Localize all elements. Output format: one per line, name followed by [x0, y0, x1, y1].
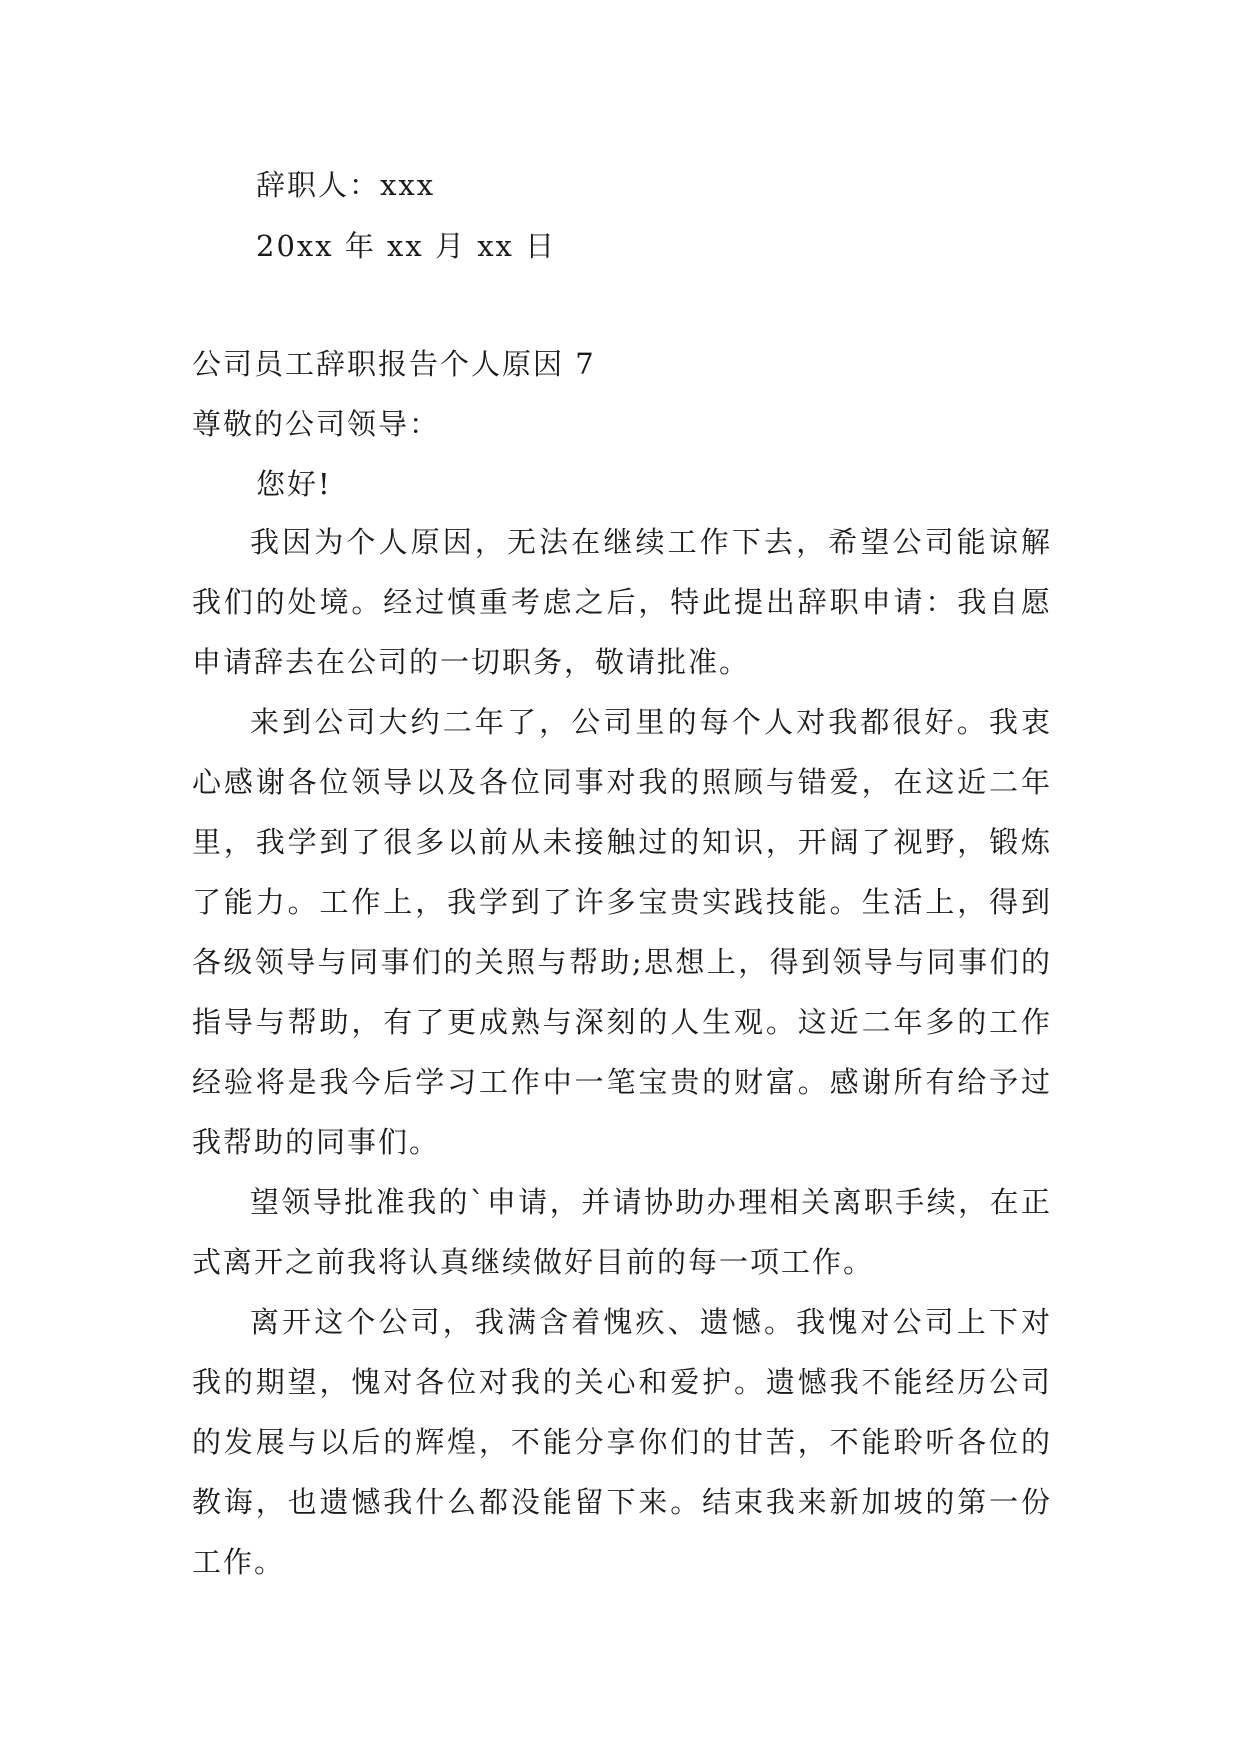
letter-body — [192, 512, 1052, 1592]
greeting: 您好! — [256, 467, 332, 501]
body-paragraph-gratitude: 来到公司大约二年了，公司里的每个人对我都很好。我衷心感谢各位领导以及各位同事对我的照顾与错爱，在这近二年里，我学到了很多以前从未接触过的知识，开阔了视野，锻炼了能力。工作上，我学到了许多宝贵实践技能。生活上，得到各级领导与同事们的关照与帮助;思想上，得到领导与同事们的指导与帮助，有了更成熟与深刻的人生观。这近二年多的工作经验将是我今后学习工作中一笔宝贵的财富。感谢所有给予过我帮助的同事们。 — [192, 705, 1052, 1159]
section-title: 公司员工辞职报告个人原因 7 — [192, 347, 596, 381]
body-paragraph-reason: 我因为个人原因，无法在继续工作下去，希望公司能谅解我们的处境。经过慎重考虑之后，特此提出辞职申请：我自愿申请辞去在公司的一切职务，敬请批准。 — [192, 525, 1052, 679]
salutation: 尊敬的公司领导： — [192, 407, 441, 441]
signature-date: 20xx 年 xx 月 xx 日 — [256, 229, 557, 263]
resigner-signature: 辞职人：xxx — [256, 168, 436, 202]
body-paragraph-regret: 离开这个公司，我满含着愧疚、遗憾。我愧对公司上下对我的期望，愧对各位对我的关心和爱护。遗憾我不能经历公司的发展与以后的辉煌，不能分享你们的甘苦，不能聆听各位的教诲，也遗憾我什么都没能留下来。结束我来新加坡的第一份工作。 — [192, 1305, 1052, 1579]
body-paragraph-request: 望领导批准我的`申请，并请协助办理相关离职手续，在正式离开之前我将认真继续做好目前的每一项工作。 — [192, 1185, 1052, 1279]
